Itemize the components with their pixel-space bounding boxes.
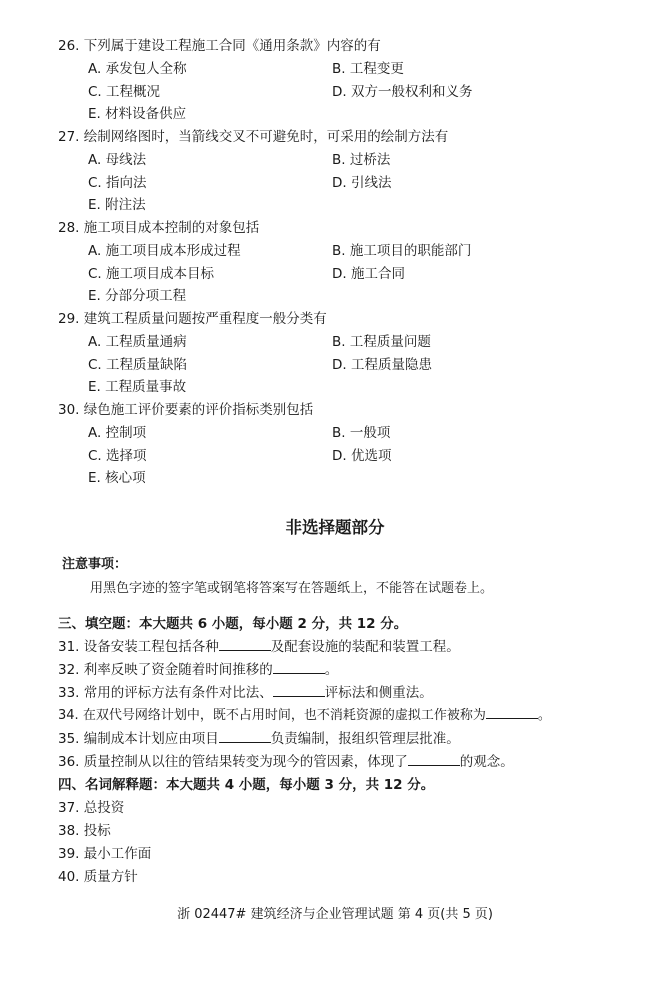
- question-27-option-a: A. 母线法: [88, 152, 147, 168]
- question-26-stem: 26. 下列属于建设工程施工合同《通用条款》内容的有: [58, 38, 381, 54]
- question-26-option-a: A. 承发包人全称: [88, 61, 187, 77]
- question-26-option-d: D. 双方一般权利和义务: [332, 84, 473, 100]
- fill-question-34: 34. 在双代号网络计划中，既不占用时间，也不消耗资源的虚拟工作被称为 。: [58, 708, 551, 723]
- question-30-option-a: A. 控制项: [88, 425, 147, 441]
- question-29-option-e: E. 工程质量事故: [88, 379, 187, 395]
- question-28-option-e: E. 分部分项工程: [88, 288, 187, 304]
- question-28-option-b: B. 施工项目的职能部门: [332, 243, 472, 259]
- fill-question-33: 33. 常用的评标方法有条件对比法、 评标法和侧重法。: [58, 685, 433, 701]
- answer-blank: [219, 730, 271, 743]
- question-30-option-c: C. 选择项: [88, 448, 147, 464]
- question-30-option-b: B. 一般项: [332, 425, 391, 441]
- question-28-stem: 28. 施工项目成本控制的对象包括: [58, 220, 260, 236]
- question-27-option-b: B. 过桥法: [332, 152, 391, 168]
- fill-question-35: 35. 编制成本计划应由项目 负责编制，报组织管理层批准。: [58, 731, 460, 747]
- answer-blank: [408, 753, 460, 766]
- notice-title: 注意事项：: [62, 557, 128, 572]
- question-30-option-d: D. 优选项: [332, 448, 392, 464]
- answer-blank: [486, 706, 538, 719]
- question-26-option-b: B. 工程变更: [332, 61, 404, 77]
- question-27-option-e: E. 附注法: [88, 197, 146, 213]
- question-30-option-e: E. 核心项: [88, 470, 146, 486]
- fill-question-32: 32. 利率反映了资金随着时间推移的 。: [58, 662, 339, 678]
- question-29-option-c: C. 工程质量缺陷: [88, 357, 188, 373]
- question-29-option-b: B. 工程质量问题: [332, 334, 431, 350]
- part4-heading: 四、名词解释题：本大题共 4 小题，每小题 3 分，共 12 分。: [58, 777, 435, 793]
- question-27-option-c: C. 指向法: [88, 175, 147, 191]
- fill-question-31: 31. 设备安装工程包括各种 及配套设施的装配和装置工程。: [58, 639, 460, 655]
- question-27-option-d: D. 引线法: [332, 175, 392, 191]
- question-29-option-d: D. 工程质量隐患: [332, 357, 432, 373]
- term-question-40: 40. 质量方针: [58, 869, 138, 885]
- question-28-option-d: D. 施工合同: [332, 266, 405, 282]
- fill-question-36: 36. 质量控制从以往的管结果转变为现今的管因素，体现了 的观念。: [58, 754, 514, 770]
- question-29-stem: 29. 建筑工程质量问题按严重程度一般分类有: [58, 311, 327, 327]
- answer-blank: [273, 661, 325, 674]
- answer-blank: [273, 684, 325, 697]
- term-question-37: 37. 总投资: [58, 800, 125, 816]
- question-28-option-c: C. 施工项目成本目标: [88, 266, 215, 282]
- question-29-option-a: A. 工程质量通病: [88, 334, 187, 350]
- question-28-option-a: A. 施工项目成本形成过程: [88, 243, 241, 259]
- page-footer: 浙 02447# 建筑经济与企业管理试题 第 4 页(共 5 页): [177, 907, 493, 922]
- question-27-stem: 27. 绘制网络图时，当箭线交叉不可避免时，可采用的绘制方法有: [58, 129, 449, 145]
- question-30-stem: 30. 绿色施工评价要素的评价指标类别包括: [58, 402, 314, 418]
- term-question-39: 39. 最小工作面: [58, 846, 152, 862]
- question-26-option-c: C. 工程概况: [88, 84, 161, 100]
- term-question-38: 38. 投标: [58, 823, 111, 839]
- question-26-option-e: E. 材料设备供应: [88, 106, 187, 122]
- notice-text: 用黑色字迹的签字笔或钢笔将答案写在答题纸上，不能答在试题卷上。: [90, 581, 494, 596]
- answer-blank: [219, 638, 271, 651]
- part3-heading: 三、填空题：本大题共 6 小题，每小题 2 分，共 12 分。: [58, 616, 408, 632]
- section-title: 非选择题部分: [285, 518, 385, 537]
